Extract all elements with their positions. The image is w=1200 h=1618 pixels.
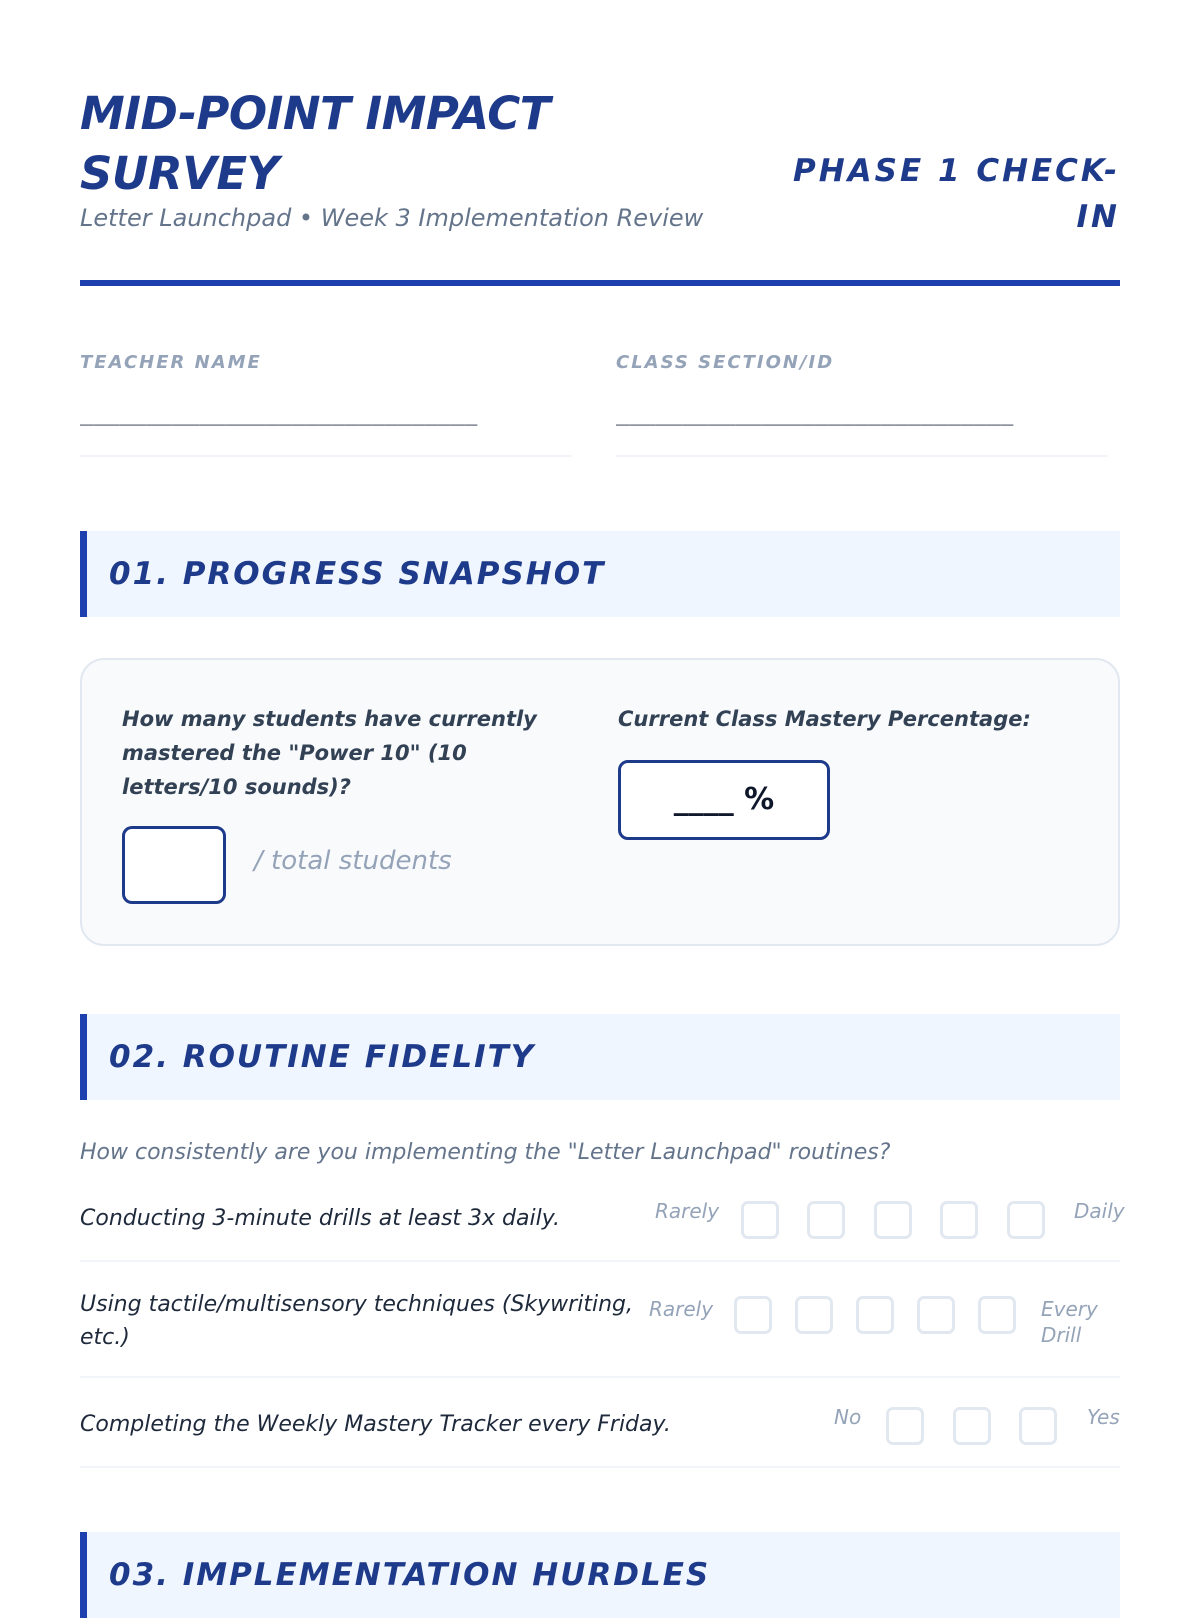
- total-students-label: / total students: [254, 846, 452, 876]
- mastery-percentage-input[interactable]: ____ %: [618, 760, 830, 840]
- rating-checkbox[interactable]: [741, 1201, 779, 1239]
- class-section-input[interactable]: ______________________________: [616, 401, 1014, 426]
- rating-checkbox[interactable]: [795, 1296, 833, 1334]
- rating-checkbox[interactable]: [886, 1407, 924, 1445]
- teacher-name-label: TEACHER NAME: [80, 352, 262, 373]
- section-title: 02. ROUTINE FIDELITY: [109, 1039, 536, 1075]
- section-progress-snapshot: [80, 531, 1120, 617]
- mastered-count-input[interactable]: [122, 826, 226, 904]
- routine-row: [80, 1176, 1125, 1262]
- teacher-name-field[interactable]: [80, 352, 572, 457]
- routine-item-text: Conducting 3-minute drills at least 3x daily.: [80, 1206, 561, 1231]
- mastered-count-question: How many students have currently mastered the "Power 10" (10 letters/10 sounds)?: [122, 707, 537, 799]
- rating-checkbox[interactable]: [940, 1201, 978, 1239]
- rating-checkbox[interactable]: [978, 1296, 1016, 1334]
- phase-label: PHASE 1 CHECK-IN: [793, 153, 1120, 235]
- teacher-name-underline: [80, 455, 572, 457]
- routine-item-text: Using tactile/multisensory techniques (Skywriting, etc.): [80, 1292, 633, 1350]
- scale-low-label: Rarely: [655, 1199, 720, 1223]
- rating-checkbox[interactable]: [1007, 1201, 1045, 1239]
- progress-card: [80, 658, 1120, 946]
- scale-high-label: Daily: [1074, 1199, 1125, 1223]
- page-title: MID-POINT IMPACT SURVEY: [80, 87, 550, 200]
- routine-row: [80, 1262, 1120, 1378]
- rating-checkbox[interactable]: [807, 1201, 845, 1239]
- scale-high-label: Yes: [1087, 1405, 1120, 1429]
- routine-row: [80, 1378, 1120, 1468]
- rating-checkbox[interactable]: [856, 1296, 894, 1334]
- rating-checkbox[interactable]: [953, 1407, 991, 1445]
- section-title: 03. IMPLEMENTATION HURDLES: [109, 1557, 711, 1593]
- class-section-field[interactable]: [616, 352, 1108, 457]
- class-section-label: CLASS SECTION/ID: [616, 352, 835, 373]
- routine-intro: How consistently are you implementing the "Letter Launchpad" routines?: [80, 1140, 891, 1165]
- survey-page: [80, 0, 1125, 1600]
- section-title: 01. PROGRESS SNAPSHOT: [109, 556, 606, 592]
- section-implementation-hurdles: [80, 1532, 1120, 1618]
- rating-checkbox[interactable]: [874, 1201, 912, 1239]
- scale-low-label: No: [834, 1405, 862, 1429]
- teacher-name-input[interactable]: ______________________________: [80, 401, 478, 426]
- section-routine-fidelity: [80, 1014, 1120, 1100]
- scale-low-label: Rarely: [649, 1297, 714, 1321]
- mastery-percentage-question: Current Class Mastery Percentage:: [618, 707, 1031, 731]
- rating-checkbox[interactable]: [734, 1296, 772, 1334]
- rating-checkbox[interactable]: [917, 1296, 955, 1334]
- routine-item-text: Completing the Weekly Mastery Tracker every Friday.: [80, 1412, 671, 1437]
- header-divider: [80, 280, 1120, 286]
- class-section-underline: [616, 455, 1108, 457]
- page-subtitle: Letter Launchpad • Week 3 Implementation Review: [80, 204, 704, 232]
- scale-high-label: Every Drill: [1041, 1297, 1098, 1347]
- rating-checkbox[interactable]: [1019, 1407, 1057, 1445]
